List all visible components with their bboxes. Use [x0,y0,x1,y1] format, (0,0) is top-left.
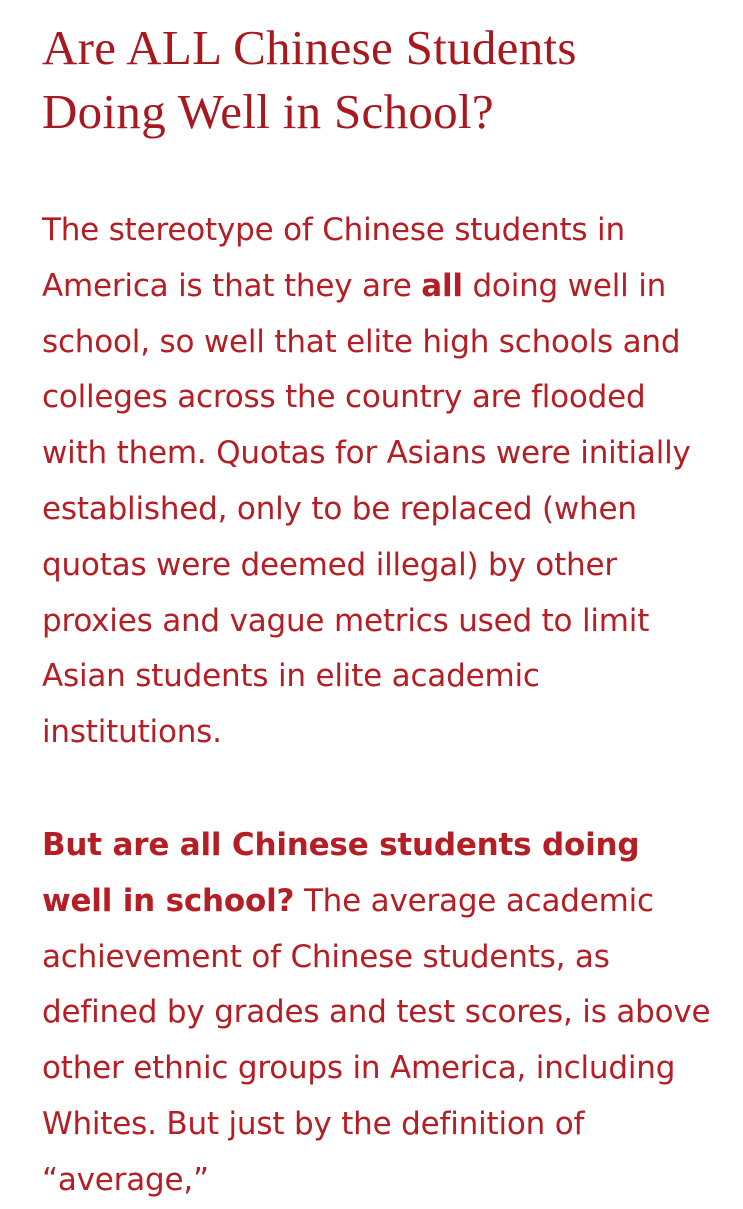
paragraph1-text-end: doing well in school, so well that elite high schools and colleges across the country are flooded with them. Quotas for Asians were initially established, only to be replaced (when quotas were deemed illegal) by other proxies and vague metrics used to limit Asian students in elite academic institutions. [42,267,691,751]
paragraph2-lead-question: But are all Chinese students doing well in school? [42,826,640,919]
article [42,0,712,1209]
paragraph1-text-start: The stereotype of Chinese students in America is that they are [42,212,625,304]
paragraph1-emphasis: all [421,267,463,304]
article-title: Are ALL Chinese Students Doing Well in School? [42,20,577,139]
paragraph-question [42,818,712,1209]
paragraph-stereotype [42,203,712,761]
paragraph2-body: The average academic achievement of Chinese students, as defined by grades and test scores, is above other ethnic groups in America, including Whites. But just by the definition of “average,” [42,882,711,1198]
